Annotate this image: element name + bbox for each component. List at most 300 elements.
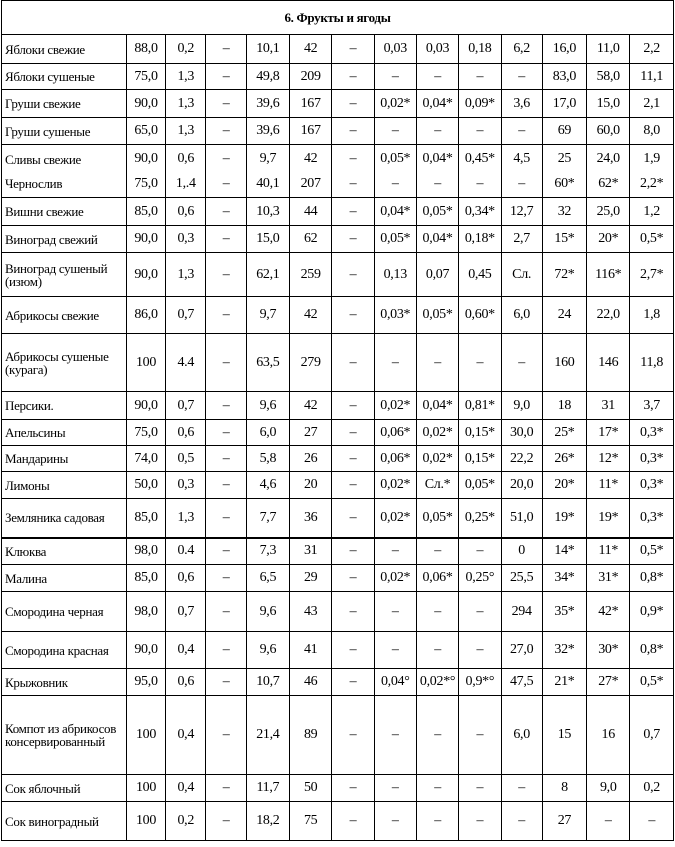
value-text: 9,6 [259,603,277,619]
value-cell [501,297,542,334]
value-text: 25,5 [509,570,534,585]
value-cell [126,392,165,420]
value-text: 11,0 [596,41,620,56]
value-text: 22,2 [509,450,534,466]
value-text: 50,0 [134,477,158,492]
value-cell [459,90,501,118]
value-cell [126,499,165,538]
value-text: 0,06* [422,570,453,585]
value-text: – [391,543,399,559]
value-text: – [349,68,357,84]
value-cell [501,226,542,253]
value-text: 86,0 [134,307,158,322]
value-cell [166,145,206,198]
value-cell [587,696,630,775]
value-text: – [391,123,399,138]
value-cell [501,392,542,420]
value-text-2: – [391,175,399,191]
value-text: 8 [561,780,568,795]
value-text: 1,3 [177,123,195,138]
value-cell [290,253,332,297]
value-text: 0,25* [464,509,495,525]
value-cell [630,118,674,145]
value-text: 9,7 [259,150,277,166]
value-text: 0,05* [464,477,495,492]
value-text: – [349,509,357,525]
value-cell [587,802,630,841]
value-cell [246,118,289,145]
value-cell [290,226,332,253]
value-cell [290,538,332,565]
value-text: 11* [598,543,619,559]
value-cell [587,118,630,145]
value-text: – [349,307,357,322]
value-cell [501,253,542,297]
value-text: 0,3* [640,509,664,525]
value-text: 0,6 [177,150,195,166]
value-text: 0,2 [177,813,195,828]
value-text: 0,4 [177,642,195,657]
value-text: – [222,727,230,742]
value-text: 17* [598,424,619,440]
value-text: 0,5* [640,231,664,246]
value-cell [459,253,501,297]
value-cell [459,632,501,669]
value-cell [587,632,630,669]
value-text: 0,5* [640,674,664,689]
value-cell [206,118,246,145]
value-text: – [476,642,484,657]
value-cell [587,420,630,446]
value-cell [374,392,416,420]
value-text: 9,6 [259,397,277,413]
value-cell [126,592,165,632]
value-cell [587,565,630,592]
value-text: 11,7 [256,780,280,795]
value-text-2: – [434,175,441,191]
row-name-text: Сок виноградный [5,813,99,829]
value-text: 100 [135,354,157,370]
table-row [2,632,674,669]
value-cell [630,632,674,669]
value-cell [290,297,332,334]
value-text-2: – [349,175,357,191]
value-text: – [391,603,399,619]
value-text: – [518,123,525,138]
value-cell [126,420,165,446]
value-text: 1,8 [643,307,660,322]
value-text: – [476,813,484,828]
value-text: 12* [598,450,619,466]
value-text: 0,8* [640,570,664,585]
row-name [2,565,127,592]
value-cell [630,669,674,696]
value-cell [374,472,416,499]
value-cell [166,334,206,392]
value-cell [206,198,246,226]
value-text: 90,0 [134,150,158,166]
value-cell [542,669,586,696]
value-text: 75,0 [134,424,158,440]
value-cell [630,145,674,198]
value-cell [587,145,630,198]
value-cell [630,90,674,118]
value-cell [332,90,374,118]
value-text: – [391,727,399,742]
value-cell [416,253,458,297]
value-text: 15 [557,727,572,742]
value-text: 62,1 [256,266,280,282]
value-text: 7,7 [259,509,277,525]
value-text: – [434,813,441,828]
value-cell [459,472,501,499]
value-text: 0,25° [465,570,495,585]
value-text: 83,0 [552,68,577,84]
value-text: 9,0 [513,397,530,413]
table-row [2,145,674,198]
value-cell [416,669,458,696]
value-text: 0,02* [380,570,411,585]
value-text: 0,13 [383,266,407,282]
value-cell [206,392,246,420]
value-text: 10,7 [256,674,280,689]
value-text: 74,0 [134,450,158,466]
value-cell [416,446,458,472]
value-cell [542,90,586,118]
value-cell [246,64,289,90]
value-cell [501,334,542,392]
value-cell [501,632,542,669]
row-name-text: Вишни свежие [5,204,84,219]
value-cell [126,802,165,841]
value-cell [246,669,289,696]
value-cell [166,565,206,592]
value-cell [246,565,289,592]
row-name-text: Сок яблочный [5,780,81,796]
value-text: 34* [554,570,575,585]
table-row [2,775,674,802]
value-text: 1,3 [177,266,195,282]
row-name-text: Апельсины [5,425,66,440]
value-text: – [648,813,656,828]
value-text: 0,04* [422,95,453,111]
value-text: 63,5 [256,354,280,370]
value-cell [630,775,674,802]
value-cell [206,334,246,392]
value-text: 0,04* [422,231,453,246]
value-text: 167 [300,95,321,111]
value-text: – [518,813,525,828]
value-text: 27 [303,424,318,440]
value-text: 42 [303,41,318,56]
value-cell [416,145,458,198]
value-text: – [222,642,230,657]
value-cell [501,198,542,226]
value-cell [416,592,458,632]
value-text: 2,7* [640,266,664,282]
value-text: 1,3 [177,95,195,111]
row-name-text: Персики. [5,398,54,413]
value-cell [374,696,416,775]
row-name [2,35,127,64]
value-cell [542,334,586,392]
row-name-text-2: Чернослив [5,175,63,191]
value-text: 2,1 [643,95,660,111]
table-row [2,538,674,565]
value-text: 0,8* [640,642,664,657]
value-text: 3,6 [513,95,530,111]
row-name [2,538,127,565]
value-cell [416,538,458,565]
row-name-text: Крыжовник [5,674,68,690]
value-text: 0,04* [422,397,453,413]
value-cell [587,253,630,297]
value-cell [332,538,374,565]
value-cell [459,35,501,64]
row-name [2,420,127,446]
row-name-text: Абрикосы свежие [5,307,99,323]
value-cell [459,669,501,696]
value-text: – [349,203,357,219]
value-text: 31 [303,543,318,559]
value-text: – [349,727,357,742]
value-text: 0,03 [425,41,450,56]
value-cell [501,565,542,592]
value-text: 0,18* [464,231,495,246]
value-text: 95,0 [134,674,158,689]
value-cell [630,334,674,392]
value-cell [542,472,586,499]
value-text: – [476,543,484,559]
value-text: 25 [557,150,572,166]
value-cell [416,565,458,592]
value-text: – [391,813,399,828]
value-cell [290,64,332,90]
value-cell [630,592,674,632]
value-cell [459,198,501,226]
row-name-text: Клюква [5,543,47,559]
value-text: 10,3 [256,203,280,219]
row-name-text: Компот из абрикосов консервированный [5,721,117,749]
value-cell [166,226,206,253]
value-cell [290,334,332,392]
value-cell [246,420,289,446]
value-text: 0.4 [177,543,195,559]
value-text: 46 [303,674,318,689]
value-text: 44 [303,203,318,219]
row-name-text: Виноград сушеный (изюм) [5,260,108,289]
value-cell [416,696,458,775]
value-cell [290,592,332,632]
value-text: – [222,477,230,492]
value-text: – [222,95,230,111]
value-cell [246,145,289,198]
value-text: 14* [554,543,575,559]
value-text: 5,8 [259,450,277,466]
value-cell [459,538,501,565]
value-text: 25,0 [596,203,620,219]
table-row [2,297,674,334]
value-cell [374,565,416,592]
value-text: 0,6 [177,674,195,689]
value-text: – [476,354,484,370]
value-text: – [349,354,357,370]
value-text: Сл.* [424,477,451,492]
value-cell [126,446,165,472]
value-cell [246,696,289,775]
value-text-2: 60* [554,175,575,191]
value-text: 0,05* [380,231,411,246]
value-cell [166,90,206,118]
value-cell [542,35,586,64]
value-cell [206,297,246,334]
value-cell [332,198,374,226]
value-cell [459,64,501,90]
value-cell [542,802,586,841]
table-row [2,472,674,499]
value-text: – [391,780,399,795]
value-text: 0,15* [464,424,495,440]
row-name [2,145,127,198]
value-text: 167 [300,123,321,138]
value-text: – [518,780,525,795]
value-text: 209 [300,68,321,84]
value-cell [459,392,501,420]
value-text: 20* [554,477,575,492]
value-text: 0,4 [177,780,195,795]
value-text: 1,2 [643,203,660,219]
value-text: 0,6 [177,203,195,219]
value-cell [332,145,374,198]
table-row [2,90,674,118]
row-name-text: Мандарины [5,451,69,466]
value-cell [332,446,374,472]
value-cell [290,392,332,420]
value-text: 294 [511,603,532,619]
value-cell [126,669,165,696]
value-text: 50 [303,780,318,795]
value-cell [126,565,165,592]
value-text: 8,0 [643,123,660,138]
value-text: 9,0 [599,780,617,795]
value-text: 0,2 [643,780,660,795]
value-text: – [476,123,484,138]
value-cell [416,632,458,669]
row-name [2,334,127,392]
table-row [2,446,674,472]
value-text: 4.4 [177,354,195,370]
value-text: 1,3 [177,68,195,84]
value-text-2: – [222,175,230,191]
value-text: 98,0 [134,603,158,619]
value-text: – [349,450,357,466]
value-cell [374,226,416,253]
value-text: – [222,68,230,84]
value-text: 15,0 [596,95,620,111]
value-cell [542,118,586,145]
row-name [2,253,127,297]
value-cell [206,472,246,499]
row-name-text: Виноград свежий [5,231,98,247]
value-cell [290,696,332,775]
value-cell [206,565,246,592]
value-cell [126,145,165,198]
value-text: – [222,603,230,619]
value-text: 0,6 [177,570,195,585]
value-text: 11* [598,477,619,492]
value-text: 6,0 [259,424,277,440]
value-text: 4,5 [513,150,530,166]
value-text: 0,02*° [419,674,456,689]
row-name [2,392,127,420]
value-text: – [222,150,230,166]
row-name [2,696,127,775]
value-cell [332,499,374,538]
value-cell [332,64,374,90]
value-cell [416,198,458,226]
value-text: 30* [598,642,619,657]
value-text: – [518,354,525,370]
value-cell [332,118,374,145]
value-text: – [518,68,525,84]
value-text: 0,02* [380,95,411,111]
value-cell [332,392,374,420]
value-text: 279 [300,354,321,370]
value-cell [206,669,246,696]
value-cell [206,35,246,64]
table-row [2,118,674,145]
value-text: – [434,123,441,138]
value-text: 41 [303,642,318,657]
value-text: 29 [303,570,318,585]
value-text: – [349,570,357,585]
value-cell [290,669,332,696]
value-cell [374,253,416,297]
value-text: – [604,813,612,828]
value-cell [374,90,416,118]
row-name-text: Сливы свежие [5,151,81,167]
table-row [2,669,674,696]
value-cell [126,253,165,297]
value-cell [246,538,289,565]
table-row [2,392,674,420]
value-cell [501,90,542,118]
value-cell [166,775,206,802]
value-text: 62 [303,231,318,246]
value-text: 0,5* [640,543,664,559]
value-cell [206,420,246,446]
value-text: 18 [557,397,572,413]
value-cell [501,420,542,446]
value-cell [126,632,165,669]
value-cell [246,35,289,64]
value-text: – [349,603,357,619]
value-cell [542,198,586,226]
value-text: 6,2 [513,41,530,56]
row-name [2,802,127,841]
value-text: – [222,570,230,585]
value-text: 3,7 [643,397,660,413]
value-cell [206,632,246,669]
value-text: 58,0 [596,68,620,84]
value-text: 75 [303,813,318,828]
value-text: – [222,203,230,219]
value-text: 0,3 [177,477,195,492]
value-cell [587,392,630,420]
value-cell [630,446,674,472]
value-text: 27* [598,674,619,689]
value-text-2: 1,.4 [175,175,196,191]
